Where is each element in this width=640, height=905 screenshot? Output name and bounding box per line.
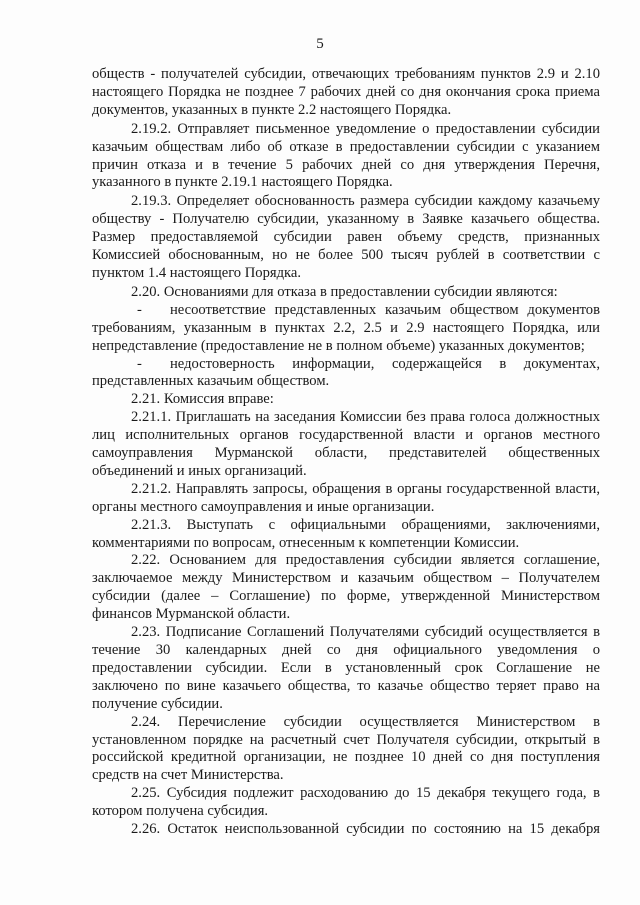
paragraph-2-25: 2.25. Субсидия подлежит расходованию до 15 декабря текущего года, в котором получена субсидия. (92, 785, 600, 820)
list-item-dash-2 (92, 356, 600, 392)
paragraph-2-26: 2.26. Остаток неиспользованной субсидии по состоянию на 15 декабря (131, 821, 600, 838)
paragraph-2-19-3: 2.19.3. Определяет обоснованность размера субсидии каждому казачьему обществу - Получателю субсидии, указанному в Заявке казачьего общества. Размер предоставляемой субсидии равен объему средств, признанных Комиссией обоснованным, но не более 500 тысяч рублей в соответствии с пунктом 1.4 настоящего Порядка. (92, 193, 600, 281)
list-dash-2: - (137, 355, 142, 372)
paragraph-2-21: 2.21. Комиссия вправе: (131, 391, 274, 408)
page-number: 5 (316, 36, 324, 52)
list-dash-1: - (137, 301, 142, 318)
paragraph-2-22: 2.22. Основанием для предоставления субсидии является соглашение, заключаемое между Министерством и казачьим обществом – Получателем субсидии (далее – Соглашение) по форме, утвержденной Министерством финансов Мурманской области. (92, 552, 600, 623)
paragraph-2-21-1: 2.21.1. Приглашать на заседания Комиссии без права голоса должностных лиц исполнительных органов государственной власти и органов местного самоуправления Мурманской области, представителей общественных объединений и иных организаций. (92, 409, 600, 479)
list-item-dash-1 (92, 302, 600, 356)
list-item-text-1: несоответствие представленных казачьим обществом документов требованиям, указанным в пунктах 2.2, 2.5 и 2.9 настоящего Порядка, или непредставление (предоставление не в полном объеме) указанных документов; (92, 301, 600, 354)
document-body (92, 66, 600, 839)
paragraph-2-23: 2.23. Подписание Соглашений Получателями субсидий осуществляется в течение 30 календарных дней со дня официального уведомления о предоставлении субсидии. Если в установленный срок Соглашение не заключено по вине казачьего общества, то казачье общество теряет право на получение субсидии. (92, 624, 600, 712)
paragraph-2-19-2: 2.19.2. Отправляет письменное уведомление о предоставлении субсидии казачьим обществам либо об отказе в предоставлении субсидии с указанием причин отказа и в течение 5 рабочих дней со дня утверждения Перечня, указанного в пункте 2.19.1 настоящего Порядка. (92, 120, 600, 191)
paragraph-2-21-3: 2.21.3. Выступать с официальными обращениями, заключениями, комментариями по вопросам, отнесенным к компетенции Комиссии. (92, 516, 600, 551)
paragraph-continuation: обществ - получателей субсидии, отвечающих требованиям пунктов 2.9 и 2.10 настоящего Порядка не позднее 7 рабочих дней со дня окончания срока приема документов, указанных в пункте 2.2 настоящего Порядка. (92, 66, 600, 118)
paragraph-2-21-2: 2.21.2. Направлять запросы, обращения в органы государственной власти, органы местного самоуправления и иные организации. (92, 480, 600, 515)
paragraph-2-20: 2.20. Основаниями для отказа в предоставлении субсидии являются: (131, 283, 558, 300)
list-item-text-2: недостоверность информации, содержащейся в документах, представленных казачьим обществом. (92, 355, 600, 390)
paragraph-2-24: 2.24. Перечисление субсидии осуществляется Министерством в установленном порядке на расчетный счет Получателя субсидии, открытый в российской кредитной организации, не позднее 10 дней со дня поступления средств на счет Министерства. (92, 713, 600, 784)
